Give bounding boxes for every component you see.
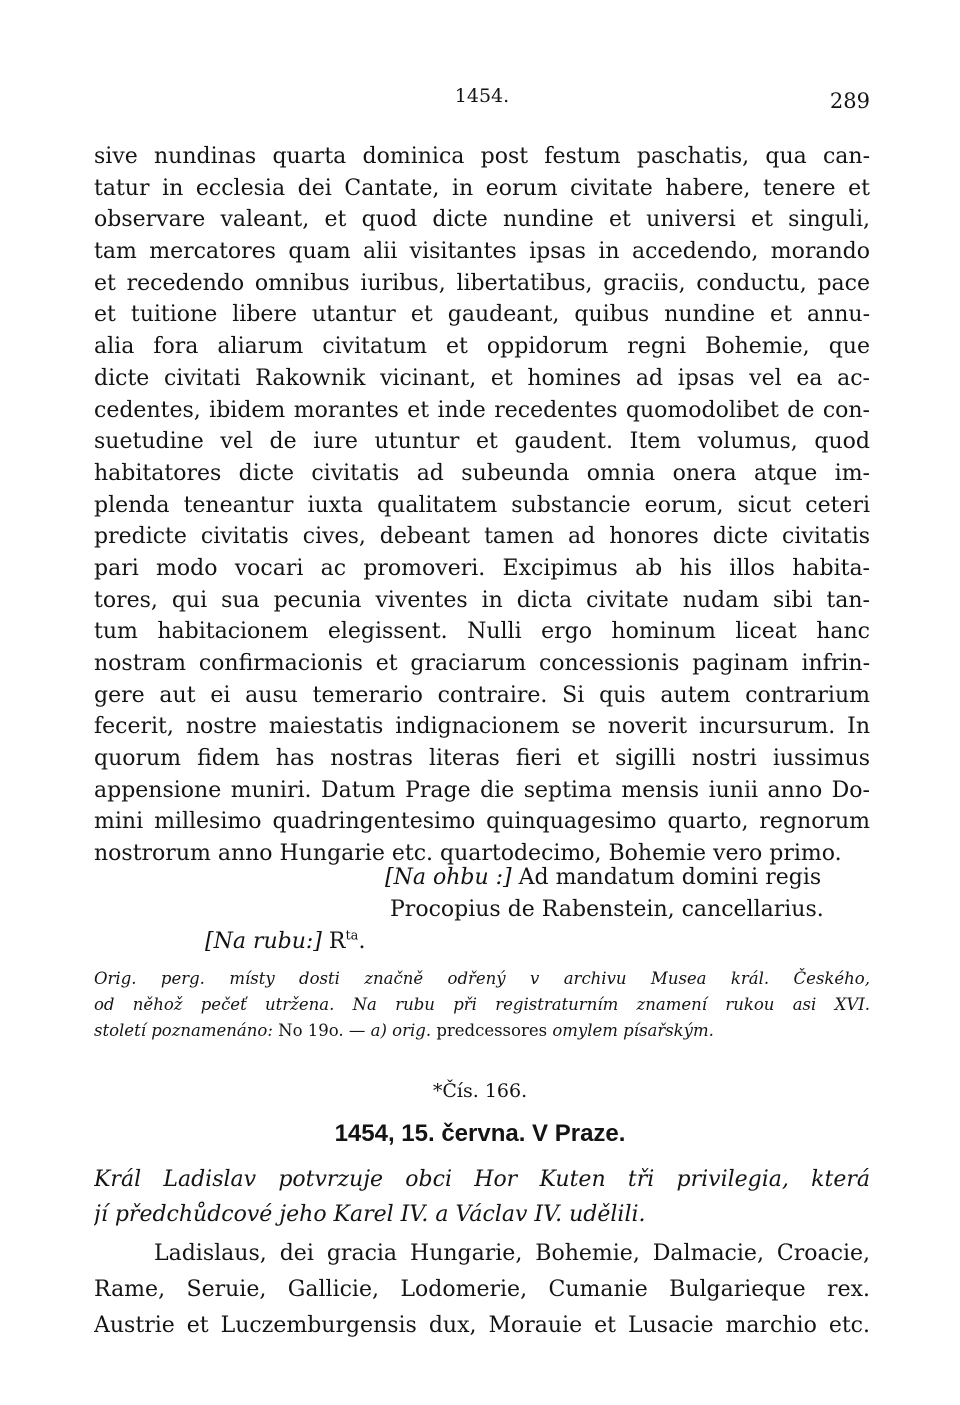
text-line: tores, qui sua pecunia viventes in dicta civitate nudam sibi tan-: [94, 587, 870, 613]
text-line: observare valeant, et quod dicte nundine et universi et singuli,: [94, 207, 870, 233]
regest-line: Král Ladislav potvrzuje obci Hor Kuten tři privilegia, která: [94, 1167, 870, 1192]
text-line: nostram confirmacionis et graciarum concessionis paginam infrin-: [94, 651, 870, 676]
document-title: 1454, 15. června. V Praze.: [334, 1120, 626, 1147]
note-fragment: predcessores: [436, 1021, 548, 1040]
note-fragment: a): [370, 1021, 387, 1040]
verso-note: [205, 929, 365, 954]
text-line: quorum fidem has nostras literas fieri et sigilli nostri iussimus: [94, 746, 870, 772]
regest: [94, 1162, 870, 1232]
text-line: tam mercatores quam alii visitantes ipsas in accedendo, morando: [94, 239, 870, 265]
text-line: habitatores dicte civitatis ad subeunda omnia onera atque im-: [94, 460, 870, 486]
fold-note: [385, 865, 821, 890]
text-line: Rame, Seruie, Gallicie, Lodomerie, Cumanie Bulgarieque rex.: [94, 1277, 870, 1302]
text-line: nostrorum anno Hungarie etc. quartodecimo, Bohemie vero primo.: [94, 841, 842, 867]
fold-text: Ad mandatum domini regis: [518, 865, 822, 890]
text-line: et tuitione libere utantur et gaudeant, quibus nundine et annu-: [94, 302, 870, 328]
text-line: plenda teneantur iuxta qualitatem substancie eorum, sicut ceteri: [94, 492, 870, 518]
text-line: gere aut ei ausu temerario contraire. Si quis autem contrarium: [94, 682, 870, 708]
verso-dot: .: [358, 929, 366, 954]
text-line: appensione muniri. Datum Prage die septima mensis iunii anno Do-: [94, 777, 870, 803]
charter-text: [94, 141, 870, 870]
verso-mark: R: [328, 929, 346, 954]
note-line: od něhož pečeť utržena. Na rubu při registraturním znamení rukou asi XVI.: [94, 995, 870, 1014]
note-fragment: století poznamenáno:: [94, 1021, 273, 1040]
page-number: 289: [829, 89, 870, 113]
verso-sup: ta: [345, 928, 359, 944]
text-line: et recedendo omnibus iuribus, libertatibus, graciis, conductu, pace: [94, 270, 870, 296]
note-fragment: No 19o. —: [278, 1021, 366, 1040]
charter-opening: [94, 1236, 870, 1344]
text-line: cedentes, ibidem morantes et inde recedentes quomodolibet de con-: [94, 397, 870, 423]
text-line: suetudine vel de iure utuntur et gaudent. Item volumus, quod: [94, 429, 870, 455]
fold-label: [Na ohbu :]: [385, 865, 512, 890]
header-year: 1454.: [454, 85, 510, 107]
note-fragment: orig.: [392, 1021, 432, 1040]
text-line: alia fora aliarum civitatum et oppidorum regni Bohemie, que: [94, 334, 870, 360]
footnotes: [94, 966, 870, 1044]
text-line: predicte civitatis cives, debeant tamen ad honores dicte civitatis: [94, 524, 870, 550]
text-line: mini millesimo quadringentesimo quinquagesimo quarto, regnorum: [94, 809, 870, 835]
text-line: fecerit, nostre maiestatis indignacionem se noverit incursurum. In: [94, 714, 870, 740]
note-line: Orig. perg. místy dosti značně odřený v archivu Musea král. Českého,: [94, 969, 870, 988]
chancellor-line: Procopius de Rabenstein, cancellarius.: [390, 897, 824, 922]
text-line: sive nundinas quarta dominica post festum paschatis, qua can-: [94, 144, 870, 169]
text-line: tatur in ecclesia dei Cantate, in eorum civitate habere, tenere et: [94, 175, 870, 201]
page-header: [94, 85, 870, 115]
document-number: *Čís. 166.: [432, 1080, 528, 1102]
regest-line: jí předchůdcové jeho Karel IV. a Václav IV. udělili.: [94, 1202, 646, 1227]
text-line: dicte civitati Rakownik vicinant, et homines ad ipsas vel ea ac-: [94, 365, 870, 391]
note-fragment: omylem písařským.: [552, 1021, 714, 1040]
text-line: Austrie et Luczemburgensis dux, Morauie et Lusacie marchio etc.: [94, 1313, 870, 1338]
text-line: tum habitacionem elegissent. Nulli ergo hominum liceat hanc: [94, 619, 870, 645]
text-line: pari modo vocari ac promoveri. Excipimus ab his illos habita-: [94, 555, 870, 581]
verso-label: [Na rubu:]: [205, 929, 322, 954]
note-line: [94, 1018, 870, 1044]
text-line: Ladislaus, dei gracia Hungarie, Bohemie, Dalmacie, Croacie,: [154, 1241, 870, 1266]
